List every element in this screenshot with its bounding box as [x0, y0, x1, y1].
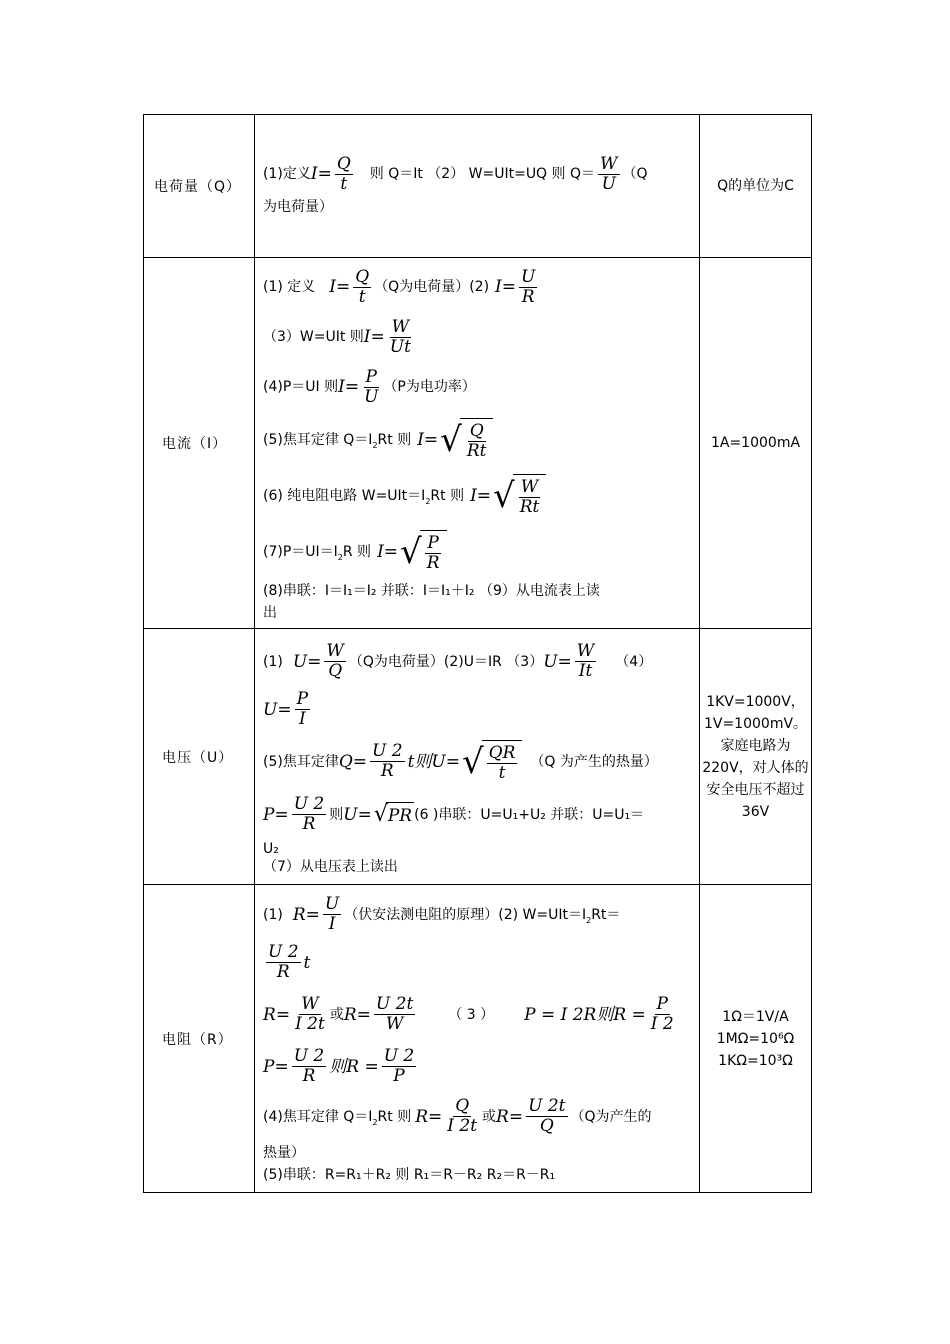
quantity-cell — [144, 885, 255, 1193]
formula-text: （Q 为产生的热量） — [530, 753, 658, 770]
note-text: 1KΩ=10³Ω — [718, 1052, 793, 1069]
formula-text: 则 Q＝It （2） W=UIt=UQ 则 Q＝ — [369, 166, 596, 182]
formula-text: Rt 则 — [430, 488, 465, 504]
square-root: √ $\frac{QR}{t}$ — [462, 740, 522, 784]
square-root: √ $\frac{P}{R}$ — [400, 530, 446, 574]
fraction: $\frac{U}{I}$ — [324, 894, 340, 934]
note-cell — [700, 115, 812, 258]
fraction: $\frac{W}{Ut}$ — [389, 316, 411, 357]
formula-text: Rt 则 — [377, 432, 412, 448]
formula-text: （P为电功率） — [383, 379, 476, 395]
formula-text: (4)P＝UI 则 — [263, 379, 339, 395]
quantity-cell — [144, 258, 255, 629]
fraction: $\frac{U 2t}{W}$ — [375, 994, 414, 1034]
fraction: $\frac{U 2}{R}$ — [268, 942, 299, 982]
formula-text: U₂ — [263, 840, 279, 857]
formula-text: (1) — [263, 906, 283, 923]
fraction: $\frac{W}{Q}$ — [326, 641, 344, 681]
fraction: $\frac{U}{R}$ — [521, 266, 536, 307]
quantity-label: 电压（U） — [162, 749, 234, 766]
quantity-label: 电荷量（Q） — [154, 179, 242, 195]
formula-symbol: = — [317, 164, 332, 184]
note-cell — [700, 885, 812, 1193]
formula-text: Rt 则 — [377, 1108, 412, 1125]
table-row — [144, 885, 812, 1193]
formula-text: 为电荷量） — [263, 198, 333, 215]
formula-text: (7)P＝UI＝I — [263, 544, 338, 560]
formula-symbol: I — [310, 164, 318, 184]
quantity-label: 电流（I） — [162, 436, 228, 452]
fraction: $\frac{U 2}{R}$ — [293, 794, 325, 834]
formula-text: 或 — [329, 1006, 344, 1023]
formula-cell: (1) U = $\frac{W}{Q}$ （Q为电荷量）(2)U＝IR （3） U = $\frac{W}{It}$ （4） U = $\frac{P}{I}$ (5)焦耳定律 Q = $\frac{U 2}{R}$ t则 U = √ $\frac{QR}{t}$ （Q 为产生的热量） P = $\frac{U 2}{R}$ 则 U = √ PR (6 )串联：U=U₁+U₂ 并联：U=U₁＝ U₂ （7）从电压表上读出 — [255, 629, 700, 885]
note-text: Q的单位为C — [717, 178, 794, 194]
fraction: $\frac{P}{U}$ — [364, 366, 379, 407]
formula-text: （7）从电压表上读出 — [263, 858, 398, 875]
note-text: 1Ω＝1V/A — [722, 1008, 789, 1025]
fraction: $\frac{Q}{I 2t}$ — [447, 1096, 478, 1136]
formula-text: （Q为产生的 — [570, 1108, 652, 1125]
formula-table — [143, 114, 812, 1193]
formula-text: (1)定义 — [263, 166, 311, 182]
formula-text: （ 3 ） — [448, 1006, 495, 1023]
formula-text: （4） — [615, 653, 653, 670]
square-root: √ $\frac{Q}{Rt}$ — [440, 418, 493, 462]
fraction: $\frac{Q}{t}$ — [355, 266, 370, 307]
formula-text: (6) 纯电阻电路 W=UIt＝I — [263, 488, 426, 504]
fraction: $\frac{W}{It}$ — [576, 641, 595, 681]
note-cell — [700, 258, 812, 629]
formula-text: (4)焦耳定律 Q＝I — [263, 1108, 373, 1125]
fraction: $\frac{Q}{t}$ — [336, 153, 351, 194]
square-root: √ $\frac{W}{Rt}$ — [493, 474, 546, 518]
fraction: $\frac{U 2t}{Q}$ — [528, 1096, 566, 1136]
formula-text: (5)串联：R=R₁＋R₂ 则 R₁＝R－R₂ R₂＝R－R₁ — [263, 1166, 556, 1183]
fraction: $\frac{W}{U}$ — [600, 153, 618, 194]
note-text: 1A=1000mA — [710, 435, 801, 451]
formula-text: 则 — [329, 806, 344, 823]
formula-text: （3）W=UIt 则 — [263, 329, 364, 345]
formula-text: 出 — [263, 605, 277, 621]
table-row — [144, 629, 812, 885]
note-text: 1KV=1000V，1V=1000mV。家庭电路为220V，对人体的安全电压不超过36V — [702, 693, 809, 820]
formula-text: (6 )串联：U=U₁+U₂ 并联：U=U₁＝ — [414, 806, 645, 823]
formula-text: 或 — [482, 1108, 497, 1125]
quantity-cell — [144, 115, 255, 258]
formula-cell — [255, 115, 700, 258]
formula-cell: (1) R = $\frac{U}{I}$ （伏安法测电阻的原理）(2) W=UIt＝I 2 Rt＝ $\frac{U 2}{R}$ t R = $\frac{W}{I 2t}$ 或 R = $\frac{U 2t}{W}$ （ 3 ） P = I 2R则R = $\frac{P}{I 2}$ P = $\frac{U 2}{R}$ 则R = $\frac{U 2}{P}$ (4)焦耳定律 Q＝I 2 Rt 则 R = $\frac{Q}{I 2t}$ 或 R = $\frac{U 2t}{Q}$ （Q为产生的 热量） (5)串联：R=R₁＋R₂ 则 R₁＝R－R₂ R₂＝R－R₁ — [255, 885, 700, 1193]
formula-text: Rt＝ — [591, 906, 621, 923]
formula-text: R 则 — [342, 544, 372, 560]
quantity-label: 电阻（R） — [162, 1031, 233, 1048]
table-row — [144, 115, 812, 258]
note-cell — [700, 629, 812, 885]
formula-text: (5)焦耳定律 — [263, 753, 339, 770]
table-row — [144, 258, 812, 629]
formula-text: (1) — [263, 653, 283, 670]
formula-text: (5)焦耳定律 Q＝I — [263, 432, 373, 448]
fraction: $\frac{U 2}{R}$ — [293, 1046, 325, 1086]
fraction: $\frac{P}{I}$ — [296, 689, 309, 729]
note-text: 1MΩ=10⁶Ω — [716, 1030, 795, 1047]
formula-cell: (1) 定义 I = $\frac{Q}{t}$ （Q为电荷量）(2) I = $\frac{U}{R}$ （3）W=UIt 则 I = $\frac{W}{Ut}$ (4)P＝UI 则 I = $\frac{P}{U}$ （P为电功率） (5)焦耳定律 Q＝I 2 Rt 则 I = √ $\frac{Q}{Rt}$ (6) 纯电阻电路 W=UIt＝I 2 Rt 则 I = √ $\frac{W}{Rt}$ (7)P＝UI＝I 2 R 则 I = √ $\frac{P}{R}$ (8)串联：I＝I₁＝I₂ 并联：I＝I₁＋I₂ （9）从电流表上读 出 — [255, 258, 700, 629]
formula-text: （Q为电荷量）(2) — [374, 279, 490, 295]
quantity-cell — [144, 629, 255, 885]
formula-text: （Q — [622, 166, 648, 182]
square-root: √ PR — [373, 801, 413, 827]
fraction: $\frac{W}{I 2t}$ — [295, 994, 325, 1034]
fraction: $\frac{U 2}{R}$ — [372, 741, 403, 781]
formula-text: (1) 定义 — [263, 279, 316, 295]
formula-text: (8)串联：I＝I₁＝I₂ 并联：I＝I₁＋I₂ （9）从电流表上读 — [263, 583, 600, 599]
formula-text: （Q为电荷量）(2)U＝IR （3） — [348, 653, 544, 670]
formula-text: 热量） — [263, 1144, 305, 1161]
fraction: $\frac{P}{I 2}$ — [650, 994, 674, 1034]
fraction: $\frac{U 2}{P}$ — [383, 1046, 415, 1086]
formula-text: （伏安法测电阻的原理）(2) W=UIt＝I — [344, 906, 587, 923]
